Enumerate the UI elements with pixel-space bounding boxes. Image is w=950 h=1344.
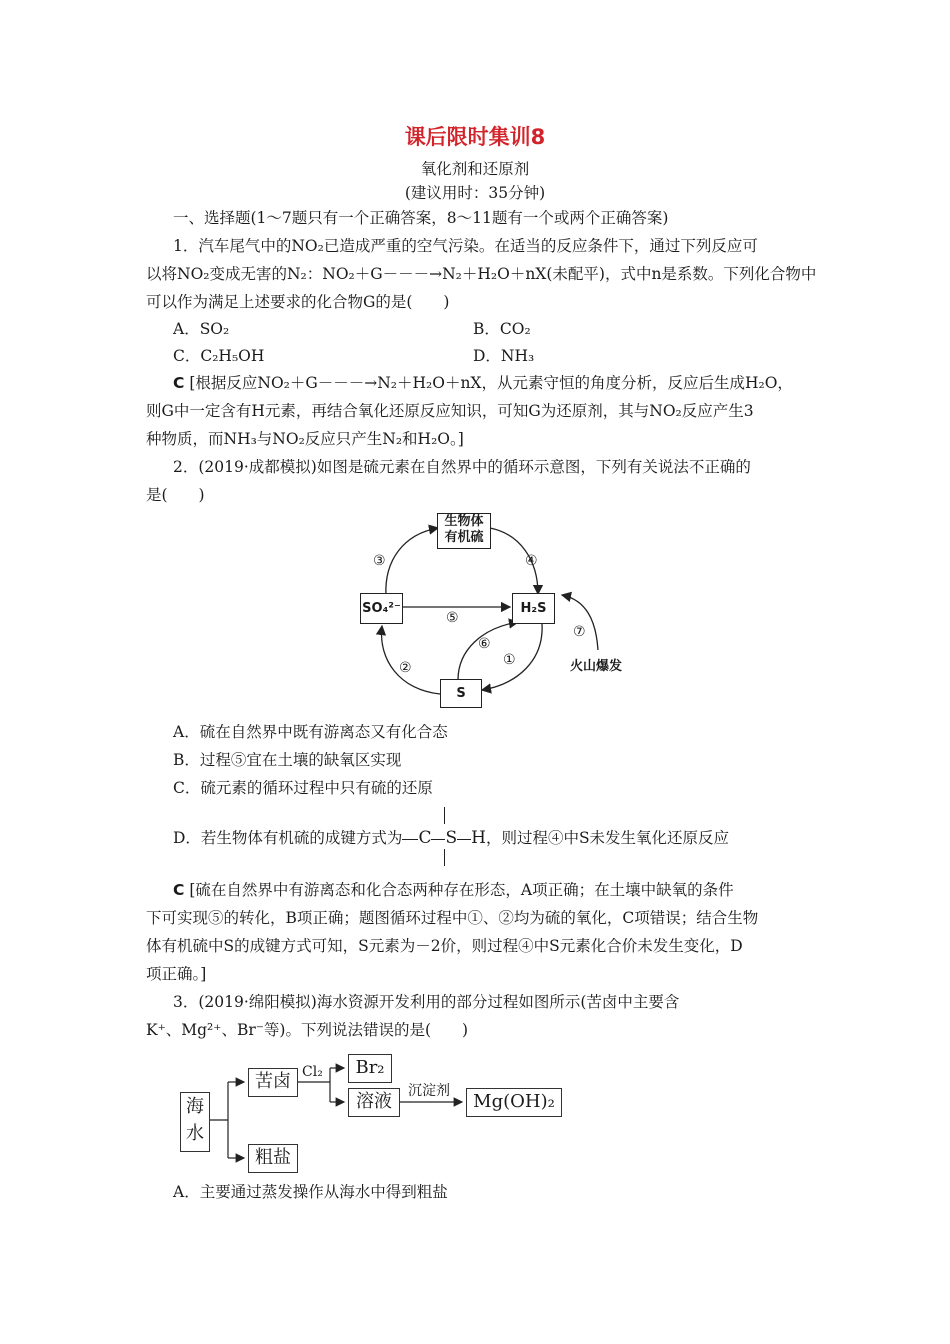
label-precipitant: 沉淀剂 bbox=[408, 1083, 450, 1099]
q1-exp-text: [根据反应NO₂＋G－－－→N₂＋H₂O＋nX，从元素守恒的角度分析，反应后生成H₂O， bbox=[189, 374, 793, 392]
label-volcano: 火山爆发 bbox=[570, 659, 623, 674]
q1-line: 1．汽车尾气中的NO₂已造成严重的空气污染。在适当的反应条件下，通过下列反应可 bbox=[173, 237, 758, 255]
q2-exp-line: 下可实现⑤的转化，B项正确；题图循环过程中①、②均为硫的氧化，C项错误；结合生物 bbox=[146, 909, 759, 927]
box-hydrogen-sulfide: H₂S bbox=[512, 593, 555, 624]
box-magnesium-hydroxide: Mg(OH)₂ bbox=[466, 1088, 562, 1117]
atom-sulfur: S bbox=[445, 828, 458, 848]
q2-option-d-prefix: D．若生物体有机硫的成键方式为 bbox=[173, 829, 403, 847]
q2-exp-text: [硫在自然界中有游离态和化合态两种存在形态，A项正确；在土壤中缺氧的条件 bbox=[189, 881, 734, 899]
box-solution: 溶液 bbox=[348, 1088, 400, 1117]
q1-answer: C bbox=[173, 374, 185, 392]
q1-exp-line: 种物质，而NH₃与NO₂反应只产生N₂和H₂O。] bbox=[146, 430, 464, 448]
section-heading: 一、选择题(1～7题只有一个正确答案，8～11题有一个或两个正确答案) bbox=[173, 209, 669, 227]
box-brine: 苦卤 bbox=[248, 1068, 298, 1097]
q2-line: 是( ) bbox=[146, 486, 205, 504]
q2-line: 2．(2019·成都模拟)如图是硫元素在自然界中的循环示意图，下列有关说法不正确的 bbox=[173, 458, 751, 476]
label-step6: ⑥ bbox=[478, 636, 491, 652]
q2-exp-line: 项正确。] bbox=[146, 965, 207, 983]
box-seawater-char1: 海 bbox=[186, 1096, 204, 1117]
page-subtitle: 氧化剂和还原剂 bbox=[420, 160, 530, 178]
q1-option-d: D．NH₃ bbox=[473, 347, 535, 365]
label-chlorine: Cl₂ bbox=[302, 1064, 323, 1080]
box-seawater bbox=[180, 1092, 210, 1152]
q3-line: K⁺、Mg²⁺、Br⁻等)。下列说法错误的是( ) bbox=[146, 1021, 469, 1039]
q1-exp-line: 则G中一定含有H元素，再结合氧化还原反应知识，可知G为还原剂，其与NO₂反应产生3 bbox=[146, 402, 754, 420]
label-step5: ⑤ bbox=[446, 610, 459, 626]
q1-option-c: C．C₂H₅OH bbox=[173, 347, 265, 365]
atom-hydrogen: H bbox=[471, 828, 486, 848]
q3-line: 3．(2019·绵阳模拟)海水资源开发利用的部分过程如图所示(苦卤中主要含 bbox=[173, 993, 680, 1011]
q3-option-a: A．主要通过蒸发操作从海水中得到粗盐 bbox=[173, 1183, 448, 1201]
box-sulfur: S bbox=[440, 679, 482, 708]
box-crude-salt: 粗盐 bbox=[248, 1144, 298, 1173]
q2-option-b: B．过程⑤宜在土壤的缺氧区实现 bbox=[173, 751, 402, 769]
atom-carbon: C bbox=[418, 828, 432, 848]
q1-option-b: B．CO₂ bbox=[473, 320, 531, 338]
q1-line: 可以作为满足上述要求的化合物G的是( ) bbox=[146, 293, 450, 311]
q1-line: 以将NO₂变成无害的N₂：NO₂＋G－－－→N₂＋H₂O＋nX(未配平)，式中n是系数。下列化合物中 bbox=[146, 265, 817, 283]
q2-exp-line: 体有机硫中S的成键方式可知，S元素为－2价，则过程④中S元素化合价未发生变化，D bbox=[146, 937, 743, 955]
q2-option-c: C．硫元素的循环过程中只有硫的还原 bbox=[173, 779, 433, 797]
q1-option-a: A．SO₂ bbox=[173, 320, 230, 338]
q2-option-a: A．硫在自然界中既有游离态又有化合态 bbox=[173, 723, 448, 741]
box-bromine: Br₂ bbox=[348, 1054, 392, 1083]
label-step1: ① bbox=[503, 652, 516, 668]
page-title: 课后限时集训8 bbox=[404, 125, 546, 149]
label-step3: ③ bbox=[373, 553, 386, 569]
box-seawater-char2: 水 bbox=[186, 1123, 204, 1144]
box-organic-sulfur-line2: 有机硫 bbox=[444, 530, 484, 545]
box-organic-sulfur-line1: 生物体 bbox=[444, 514, 484, 529]
q2-option-d-suffix: ，则过程④中S未发生氧化还原反应 bbox=[485, 829, 730, 847]
label-step2: ② bbox=[399, 660, 412, 676]
time-hint: (建议用时：35分钟) bbox=[404, 184, 546, 202]
label-step7: ⑦ bbox=[573, 624, 586, 640]
q2-answer: C bbox=[173, 881, 185, 899]
box-sulfate: SO₄²⁻ bbox=[360, 593, 403, 624]
label-step4: ④ bbox=[525, 553, 538, 569]
